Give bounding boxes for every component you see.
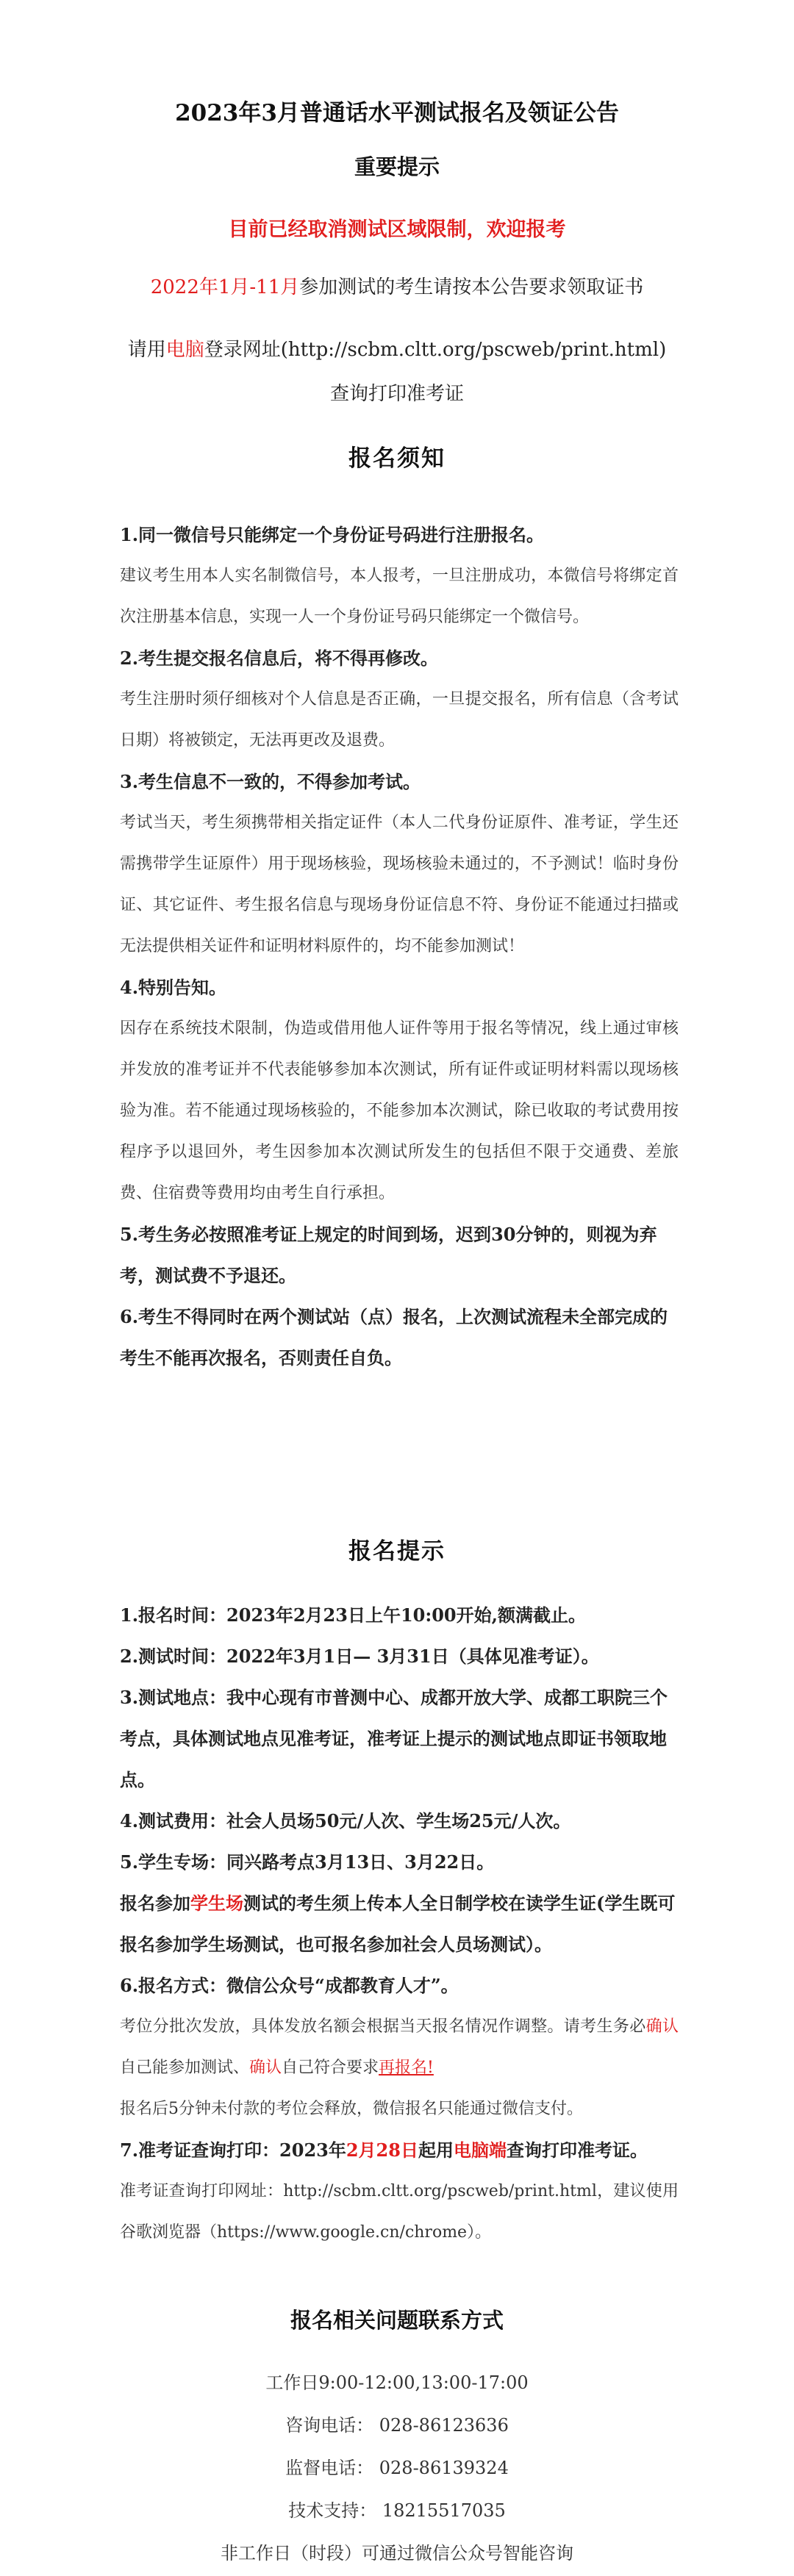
contact-nonwork: 非工作日（时段）可通过微信公众号智能咨询: [221, 2543, 573, 2564]
section-title-registration-notes: 报名须知: [348, 445, 446, 472]
tip-registration-method: 6.报名方式：微信公众号“成都教育人才”。: [120, 1975, 459, 1996]
login-url-text[interactable]: 登录网址(http://scbm.cltt.org/pscweb/print.html): [204, 339, 667, 361]
method-body-b: 自己能参加测试、: [120, 2059, 250, 2077]
student-session-highlight: 学生场: [190, 1892, 243, 1914]
confirm-highlight-2: 确认: [249, 2059, 282, 2077]
tip-method-body-2: 报名后5分钟未付款的考位会释放，微信报名只能通过微信支付。: [120, 2100, 583, 2118]
method-body-c: 自己符合要求: [282, 2059, 379, 2077]
login-computer: 电脑: [165, 339, 204, 361]
contact-tech-support: 技术支持： 18215517035: [288, 2500, 506, 2521]
login-prefix: 请用: [127, 339, 166, 361]
registration-tips: [120, 1595, 679, 2253]
tip-test-fee: 4.测试费用：社会人员场50元/人次、学生场25元/人次。: [120, 1810, 571, 1831]
register-again-highlight: 再报名!: [379, 2059, 434, 2077]
student-body-b: 测试的考生须上传本人全日制学校在读学生证(学生既可报名参加学生场测试，也可报名参加社会人员场测试）。: [120, 1892, 676, 1955]
region-notice: 目前已经取消测试区域限制，欢迎报考: [228, 218, 566, 241]
print-computer-highlight: 电脑端: [453, 2139, 507, 2161]
contact-consult-phone: 咨询电话： 028-86123636: [285, 2415, 509, 2436]
rule-heading-3: 3.考生信息不一致的，不得参加考试。: [120, 771, 421, 792]
rule-heading-5: 5.考生务必按照准考证上规定的时间到场，迟到30分钟的，则视为弃考，测试费不予退还。: [120, 1224, 657, 1286]
rule-heading-2: 2.考生提交报名信息后，将不得再修改。: [120, 647, 439, 669]
tip-test-location: 3.测试地点：我中心现有市普测中心、成都开放大学、成都工职院三个考点，具体测试地点见准考证，准考证上提示的测试地点即证书领取地点。: [120, 1687, 668, 1790]
certificate-text: 参加测试的考生请按本公告要求领取证书: [299, 276, 644, 298]
registration-rules: [120, 514, 679, 1379]
section-title-registration-tips: 报名提示: [348, 1538, 446, 1565]
contact-supervise-phone: 监督电话： 028-86139324: [285, 2458, 509, 2478]
print-b: 起用: [418, 2139, 454, 2161]
tip-admission-url[interactable]: 准考证查询打印网址：http://scbm.cltt.org/pscweb/print.html，建议使用谷歌浏览器（https://www.google.cn/chrome）。: [120, 2182, 679, 2242]
contact-hours: 工作日9:00-12:00,13:00-17:00: [265, 2372, 529, 2393]
certificate-date-range: 2022年1月-11月: [150, 276, 300, 298]
login-instruction-line2: 查询打印准考证: [329, 383, 464, 405]
rule-body-3: 考试当天，考生须携带相关指定证件（本人二代身份证原件、准考证，学生还需携带学生证原件）用于现场核验，现场核验未通过的，不予测试！临时身份证、其它证件、考生报名信息与现场身份证信息不符、身份证不能通过扫描或无法提供相关证件和证明材料原件的，均不能参加测试！: [120, 814, 679, 955]
login-instruction: [0, 334, 794, 362]
important-label: 重要提示: [354, 154, 440, 179]
tip-student-session: 5.学生专场：同兴路考点3月13日、3月22日。: [120, 1851, 495, 1873]
student-body-a: 报名参加: [120, 1892, 190, 1914]
rule-body-4: 因存在系统技术限制，伪造或借用他人证件等用于报名等情况，线上通过审核并发放的准考证并不代表能够参加本次测试，所有证件或证明材料需以现场核验为准。若不能通过现场核验的，不能参加本次测试，除已收取的考试费用按程序予以退回外，考生因参加本次测试所发生的包括但不限于交通费、差旅费、住宿费等费用均由考生自行承担。: [120, 1019, 679, 1202]
page-title: 2023年3月普通话水平测试报名及领证公告: [175, 100, 619, 126]
print-a: 7.准考证查询打印：2023年: [120, 2139, 346, 2161]
method-body-a: 考位分批次发放，具体发放名额会根据当天报名情况作调整。请考生务必: [120, 2017, 646, 2036]
rule-body-2: 考生注册时须仔细核对个人信息是否正确，一旦提交报名，所有信息（含考试日期）将被锁定，无法再更改及退费。: [120, 690, 679, 750]
rule-body-1: 建议考生用本人实名制微信号，本人报考，一旦注册成功，本微信号将绑定首次注册基本信息，实现一人一个身份证号码只能绑定一个微信号。: [120, 567, 679, 626]
tip-test-time: 2.测试时间：2022年3月1日— 3月31日（具体见准考证）。: [120, 1646, 599, 1667]
confirm-highlight-1: 确认: [645, 2017, 679, 2036]
tip-admission-print: [120, 2130, 679, 2171]
contact-title: 报名相关问题联系方式: [290, 2308, 504, 2333]
tip-student-session-body: [120, 1883, 679, 1965]
tip-registration-time: 1.报名时间：2023年2月23日上午10:00开始,额满截止。: [120, 1604, 586, 1626]
certificate-notice: [0, 272, 794, 299]
print-date-highlight: 2月28日: [346, 2139, 418, 2161]
print-c: 查询打印准考证。: [506, 2139, 648, 2161]
rule-heading-6: 6.考生不得同时在两个测试站（点）报名，上次测试流程未全部完成的考生不能再次报名，否则责任自负。: [120, 1306, 668, 1368]
rule-heading-4: 4.特别告知。: [120, 977, 227, 998]
rule-heading-1: 1.同一微信号只能绑定一个身份证号码进行注册报名。: [120, 524, 545, 545]
tip-method-body-1: [120, 2006, 679, 2089]
